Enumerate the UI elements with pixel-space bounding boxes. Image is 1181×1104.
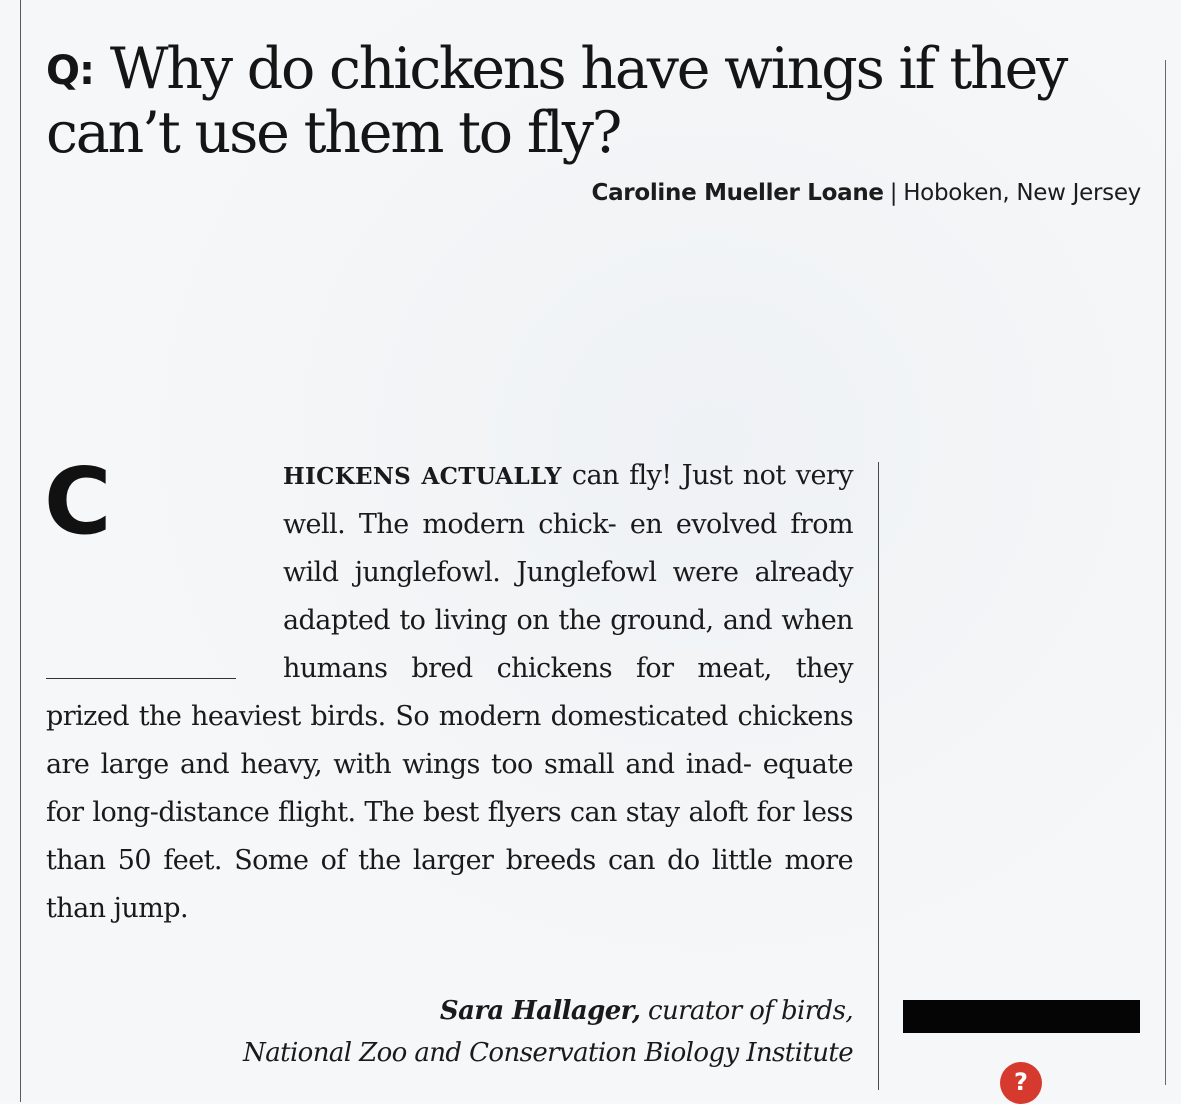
left-column-rule xyxy=(20,0,21,1102)
answer-signature xyxy=(46,990,853,1074)
question-text: Why do chickens have wings if they can’t use them to fly? xyxy=(46,36,1067,166)
signature-institution: National Zoo and Conservation Biology Institute xyxy=(243,1038,853,1068)
byline-separator: | xyxy=(889,180,898,206)
signature-name: Sara Hallager, xyxy=(439,996,641,1026)
question-label: Q: xyxy=(46,48,94,94)
drop-cap: C xyxy=(44,448,112,555)
question-mark-badge-icon: ? xyxy=(1000,1062,1042,1104)
byline-name: Caroline Mueller Loane xyxy=(591,180,884,206)
byline xyxy=(592,180,1142,206)
right-column-rule xyxy=(1165,60,1166,1085)
sidebar-divider-rule xyxy=(878,462,879,1090)
question-headline xyxy=(46,38,1146,164)
answer-body xyxy=(44,448,853,933)
signature-line-1 xyxy=(46,990,853,1032)
drop-cap-indent xyxy=(44,448,283,692)
signature-title: curator of birds, xyxy=(647,996,853,1026)
byline-location: Hoboken, New Jersey xyxy=(903,180,1141,206)
answer-lead-in: HICKENS ACTUALLY xyxy=(283,463,562,490)
answer-text: can fly! Just not very well. The modern chick- en evolved from wild junglefowl. Junglefowl were already adapted to living on the ground, and when humans bred chickens for meat, they prized the heaviest birds. So modern domesticated chickens are large and heavy, with wings too small and inad- equate for long-distance flight. The best flyers can stay aloft for less than 50 feet. Some of the larger breeds can do little more than jump. xyxy=(46,460,853,924)
black-bar xyxy=(903,1000,1140,1033)
